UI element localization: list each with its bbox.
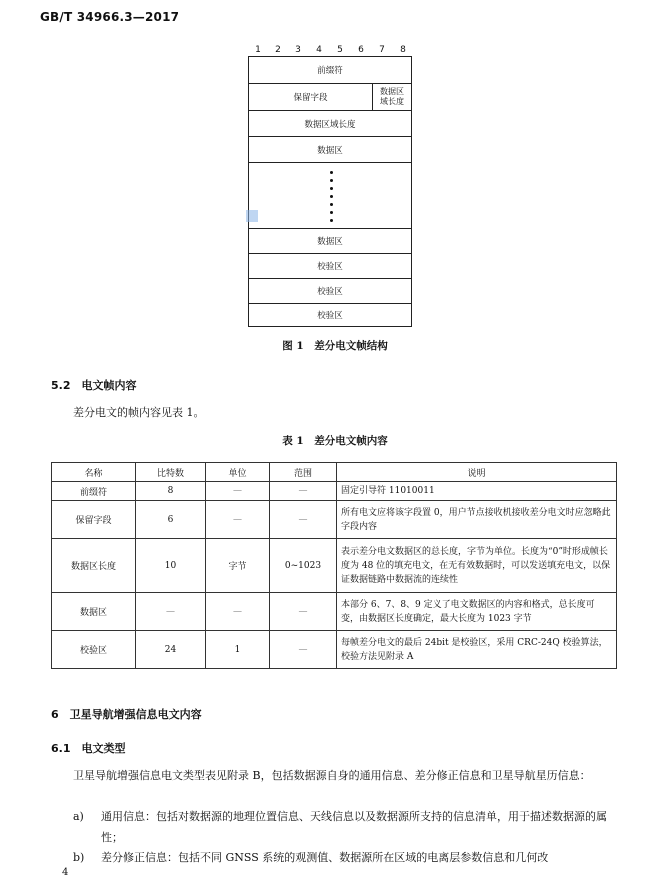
table-cell-unit: 字节 <box>206 539 270 593</box>
watermark-mark <box>246 210 258 222</box>
bit-number: 5 <box>337 45 343 55</box>
table-header-cell: 说明 <box>337 463 617 482</box>
figure-caption: 图 1 差分电文帧结构 <box>282 340 388 352</box>
frame-row-label: 数据区 <box>317 145 343 156</box>
table-caption: 表 1 差分电文帧内容 <box>282 435 388 447</box>
table-cell-unit: — <box>206 501 270 539</box>
table-cell-name: 前缀符 <box>52 482 136 501</box>
frame-row-reserved <box>249 84 411 111</box>
table-cell-description: 表示差分电文数据区的总长度，字节为单位。长度为“0”时形成帧长度为 48 位的填充电文，在无有效数据时，可以发送填充电文，以保证数据链路中数据流的连续性 <box>337 539 617 593</box>
table-cell-description: 固定引导符 11010011 <box>337 482 617 501</box>
table-row <box>52 539 617 593</box>
section-heading-5-2: 5.2 电文帧内容 <box>51 379 137 392</box>
list-item-text: 通用信息：包括对数据源的地理位置信息、天线信息以及数据源所支持的信息清单，用于描述数据源的属性； <box>101 810 607 844</box>
table-cell-unit: 1 <box>206 631 270 669</box>
frame-row-data-2 <box>249 229 411 254</box>
frame-row-check-3 <box>249 304 411 326</box>
bit-number: 2 <box>275 45 281 55</box>
table-row <box>52 631 617 669</box>
table-cell-name: 数据区长度 <box>52 539 136 593</box>
table-header-cell: 范围 <box>270 463 337 482</box>
table-cell-range: — <box>270 482 337 501</box>
frame-row-label: 保留字段 <box>293 93 328 103</box>
ellipsis-dot <box>330 211 333 214</box>
bit-number: 1 <box>255 45 261 55</box>
table-cell-range: — <box>270 593 337 631</box>
bit-number: 6 <box>358 45 364 55</box>
bit-number: 3 <box>295 45 301 55</box>
frame-row-ellipsis <box>249 163 411 229</box>
section-paragraph: 差分电文的帧内容见表 1。 <box>73 406 205 419</box>
table-header-cell: 单位 <box>206 463 270 482</box>
table-row <box>52 501 617 539</box>
ellipsis-dot <box>330 195 333 198</box>
table-cell-bits: 24 <box>136 631 206 669</box>
table-cell-name: 数据区 <box>52 593 136 631</box>
table-cell-bits: — <box>136 593 206 631</box>
table-cell-unit: — <box>206 593 270 631</box>
ellipsis-dot <box>330 187 333 190</box>
ellipsis-dot <box>330 219 333 222</box>
ellipsis-dot <box>330 179 333 182</box>
table-cell-bits: 10 <box>136 539 206 593</box>
frame-content-table <box>51 462 617 669</box>
frame-structure-diagram <box>248 56 412 327</box>
list-item-marker: b) <box>73 851 85 864</box>
table-row <box>52 482 617 501</box>
list-item-text: 差分修正信息：包括不同 GNSS 系统的观测值、数据源所在区域的电离层参数信息和几何改 <box>101 851 549 864</box>
table-cell-description: 所有电文应将该字段置 0，用户节点接收机接收差分电文时应忽略此字段内容 <box>337 501 617 539</box>
table-header-row <box>52 463 617 482</box>
frame-row-label: 数据区域长度 <box>304 119 356 130</box>
table-row <box>52 593 617 631</box>
bit-number: 4 <box>316 45 322 55</box>
table-cell-unit: — <box>206 482 270 501</box>
table-cell-range: — <box>270 501 337 539</box>
list-item-marker: a) <box>73 810 84 823</box>
frame-row-label: 校验区 <box>317 311 343 321</box>
table-cell-name: 校验区 <box>52 631 136 669</box>
section-paragraph: 卫星导航增强信息电文类型表见附录 B，包括数据源自身的通用信息、差分修正信息和卫星导航星历信息： <box>73 769 591 782</box>
frame-row-check-2 <box>249 279 411 304</box>
table-cell-bits: 6 <box>136 501 206 539</box>
ellipsis-dot <box>330 203 333 206</box>
table-cell-range: 0~1023 <box>270 539 337 593</box>
frame-row-label: 校验区 <box>317 287 343 297</box>
frame-cell-reserved <box>249 84 373 110</box>
page-number: 4 <box>62 867 69 878</box>
frame-cell-data-length <box>373 84 411 110</box>
standard-number: GB/T 34966.3—2017 <box>40 10 180 24</box>
bit-number: 8 <box>400 45 406 55</box>
frame-row-label: 数据区 域长度 <box>380 87 404 106</box>
table-cell-bits: 8 <box>136 482 206 501</box>
frame-row-label: 校验区 <box>317 262 343 272</box>
ellipsis-dot <box>330 171 333 174</box>
table-cell-range: — <box>270 631 337 669</box>
table-header-cell: 比特数 <box>136 463 206 482</box>
table-header-cell: 名称 <box>52 463 136 482</box>
frame-row-label: 数据区 <box>317 237 343 247</box>
frame-row-check-1 <box>249 254 411 279</box>
section-heading-6-1: 6.1 电文类型 <box>51 742 126 755</box>
frame-row-label: 前缀符 <box>317 66 343 76</box>
table-cell-name: 保留字段 <box>52 501 136 539</box>
table-cell-description: 每帧差分电文的最后 24bit 是校验区，采用 CRC-24Q 校验算法，校验方法见附录 A <box>337 631 617 669</box>
frame-row-preamble <box>249 57 411 84</box>
table-cell-description: 本部分 6、7、8、9 定义了电文数据区的内容和格式，总长度可变，由数据区长度确定，最大长度为 1023 字节 <box>337 593 617 631</box>
bit-number: 7 <box>379 45 385 55</box>
section-heading-6: 6 卫星导航增强信息电文内容 <box>51 708 202 721</box>
frame-row-data-1 <box>249 137 411 163</box>
frame-row-data-length <box>249 111 411 137</box>
